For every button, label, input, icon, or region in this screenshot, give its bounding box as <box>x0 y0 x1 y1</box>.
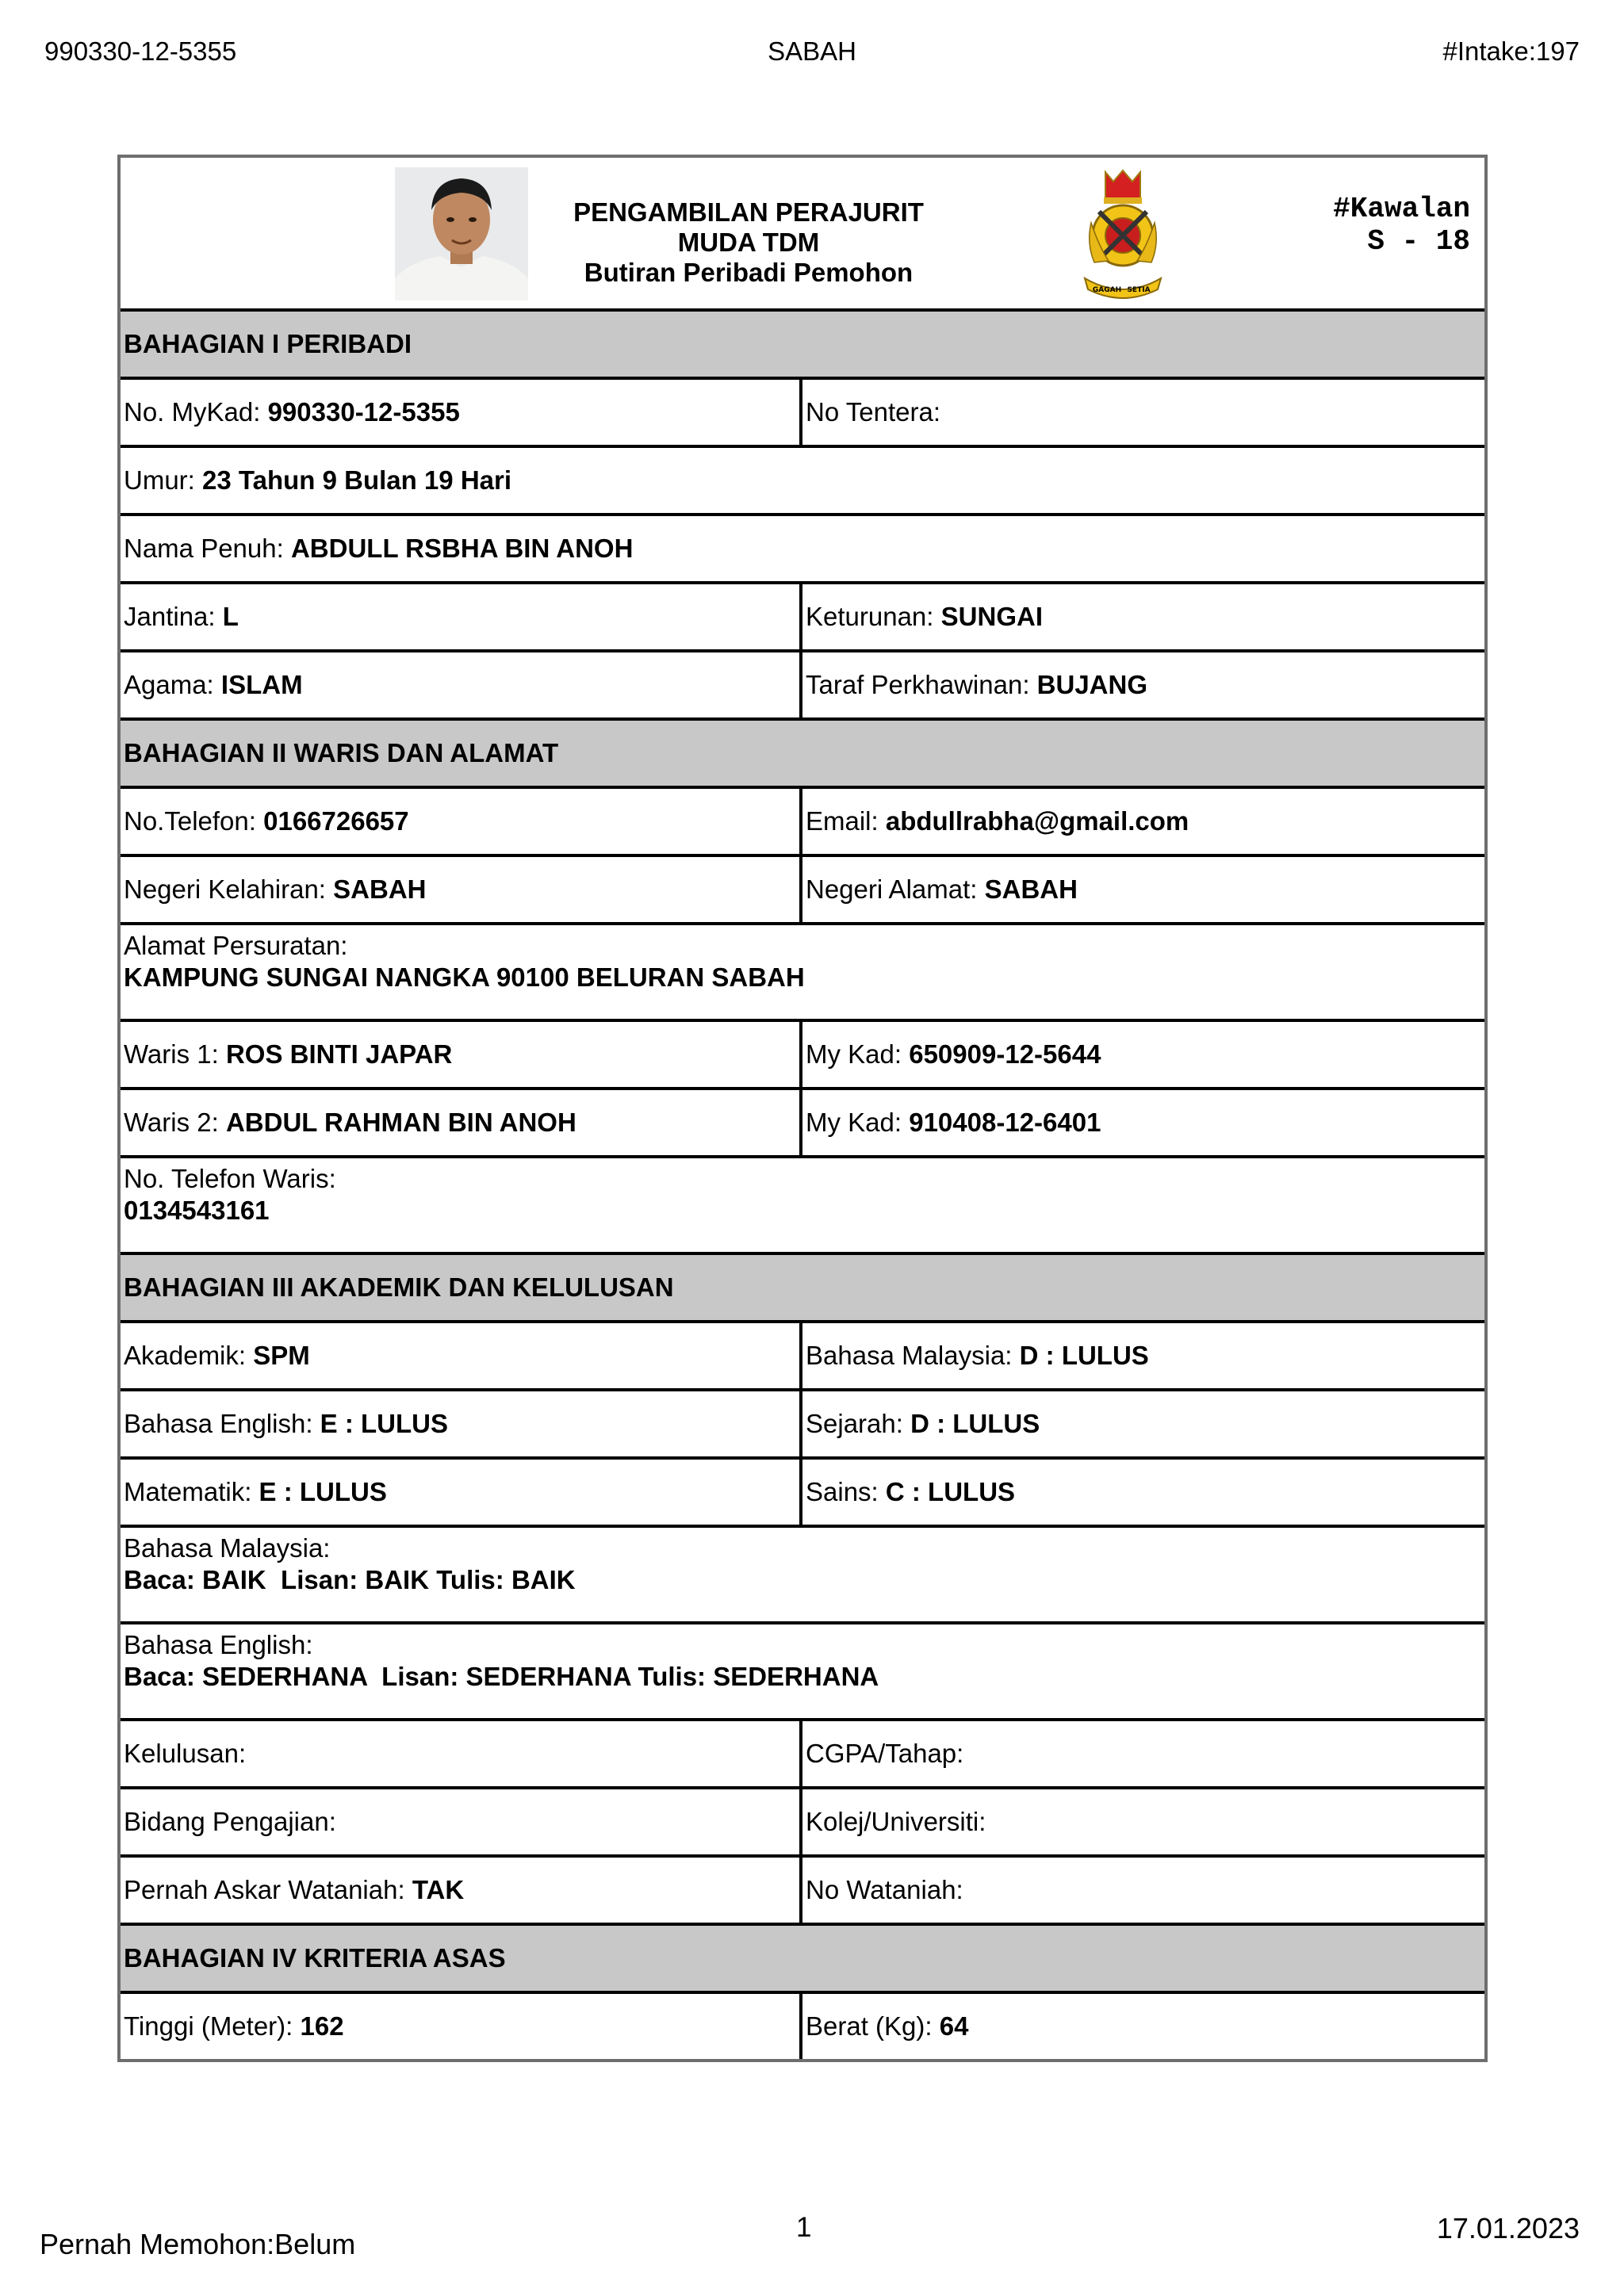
section-3-heading: BAHAGIAN III AKADEMIK DAN KELULUSAN <box>121 1252 1484 1320</box>
header-id: 990330-12-5355 <box>44 36 237 66</box>
section-4-heading: BAHAGIAN IV KRITERIA ASAS <box>121 1923 1484 1991</box>
kelulusan-field: Kelulusan: <box>121 1721 802 1786</box>
row-waris1 <box>121 1019 1484 1087</box>
footer-applied-status: Pernah Memohon:Belum <box>40 2228 356 2260</box>
row-kelulusan <box>121 1718 1484 1786</box>
taraf-field: Taraf Perkhawinan: BUJANG <box>806 670 1148 700</box>
applicant-photo <box>395 167 528 300</box>
form-title <box>544 197 953 288</box>
mykad-field: No. MyKad: 990330-12-5355 <box>121 380 802 445</box>
no-wataniah-field: No Wataniah: <box>806 1875 963 1905</box>
footer-page-number: 1 <box>796 2212 812 2243</box>
row-wataniah <box>121 1854 1484 1923</box>
email-field: Email: abdullrabha@gmail.com <box>806 806 1189 836</box>
row-waris2 <box>121 1087 1484 1155</box>
row-telefon-waris <box>121 1155 1484 1252</box>
akademik-field: Akademik: SPM <box>121 1323 802 1388</box>
matematik-grade-field: Matematik: E : LULUS <box>121 1460 802 1525</box>
row-tinggi <box>121 1991 1484 2059</box>
row-negeri <box>121 854 1484 922</box>
row-agama <box>121 649 1484 718</box>
control-number <box>1333 193 1470 258</box>
crest-motto-left: GAGAH <box>1092 286 1122 294</box>
form-title-main: PENGAMBILAN PERAJURIT MUDA TDM <box>573 197 924 257</box>
waris2-field: Waris 2: ABDUL RAHMAN BIN ANOH <box>121 1090 802 1155</box>
waris1-field: Waris 1: ROS BINTI JAPAR <box>121 1022 802 1087</box>
keturunan-field: Keturunan: SUNGAI <box>806 602 1043 632</box>
waris1-mykad-field: My Kad: 650909-12-5644 <box>806 1039 1101 1070</box>
army-crest-logo <box>1077 167 1169 302</box>
section-1-heading: BAHAGIAN I PERIBADI <box>121 308 1484 377</box>
jantina-field: Jantina: L <box>121 584 802 649</box>
bm-grade-field: Bahasa Malaysia: D : LULUS <box>806 1341 1149 1371</box>
row-bidang <box>121 1786 1484 1854</box>
umur-field: Umur: 23 Tahun 9 Bulan 19 Hari <box>124 465 512 496</box>
row-nama <box>121 513 1484 581</box>
telefon-waris-field: No. Telefon Waris: 0134543161 <box>124 1164 336 1225</box>
row-matematik <box>121 1456 1484 1525</box>
english-proficiency-field: Bahasa English: Baca: SEDERHANA Lisan: SEDERHANA Tulis: SEDERHANA <box>124 1630 879 1691</box>
row-english <box>121 1388 1484 1456</box>
row-telefon <box>121 786 1484 854</box>
alamat-field: Alamat Persuratan: KAMPUNG SUNGAI NANGKA 90100 BELURAN SABAH <box>124 931 805 992</box>
kolej-field: Kolej/Universiti: <box>806 1807 986 1837</box>
row-mykad <box>121 377 1484 445</box>
bidang-field: Bidang Pengajian: <box>121 1789 802 1854</box>
agama-field: Agama: ISLAM <box>121 652 802 718</box>
tentera-field: No Tentera: <box>806 397 940 427</box>
row-english-proficiency <box>121 1621 1484 1718</box>
kelahiran-field: Negeri Kelahiran: SABAH <box>121 857 802 922</box>
waris2-mykad-field: My Kad: 910408-12-6401 <box>806 1108 1101 1138</box>
sejarah-grade-field: Sejarah: D : LULUS <box>806 1409 1040 1439</box>
control-label: #Kawalan <box>1333 193 1470 225</box>
negeri-alamat-field: Negeri Alamat: SABAH <box>806 874 1078 905</box>
form-title-sub: Butiran Peribadi Pemohon <box>584 257 914 287</box>
sains-grade-field: Sains: C : LULUS <box>806 1477 1016 1507</box>
nama-field: Nama Penuh: ABDULL RSBHA BIN ANOH <box>124 534 634 564</box>
telefon-field: No.Telefon: 0166726657 <box>121 789 802 854</box>
row-jantina <box>121 581 1484 649</box>
english-grade-field: Bahasa English: E : LULUS <box>121 1391 802 1456</box>
row-bm-proficiency <box>121 1525 1484 1621</box>
tinggi-field: Tinggi (Meter): 162 <box>121 1994 802 2059</box>
cgpa-field: CGPA/Tahap: <box>806 1739 964 1769</box>
wataniah-field: Pernah Askar Wataniah: TAK <box>121 1858 802 1923</box>
bm-proficiency-field: Bahasa Malaysia: Baca: BAIK Lisan: BAIK Tulis: BAIK <box>124 1533 576 1594</box>
header-intake: #Intake:197 <box>1442 36 1580 66</box>
control-value: S - 18 <box>1367 225 1470 258</box>
section-2-heading: BAHAGIAN II WARIS DAN ALAMAT <box>121 718 1484 786</box>
title-row <box>121 158 1484 308</box>
header-state: SABAH <box>768 36 856 66</box>
berat-field: Berat (Kg): 64 <box>806 2011 969 2042</box>
applicant-form <box>117 155 1488 2062</box>
footer-date: 17.01.2023 <box>1436 2212 1580 2244</box>
row-alamat <box>121 922 1484 1019</box>
row-akademik <box>121 1320 1484 1388</box>
crest-motto-right: SETIA <box>1127 286 1151 294</box>
row-umur <box>121 445 1484 513</box>
